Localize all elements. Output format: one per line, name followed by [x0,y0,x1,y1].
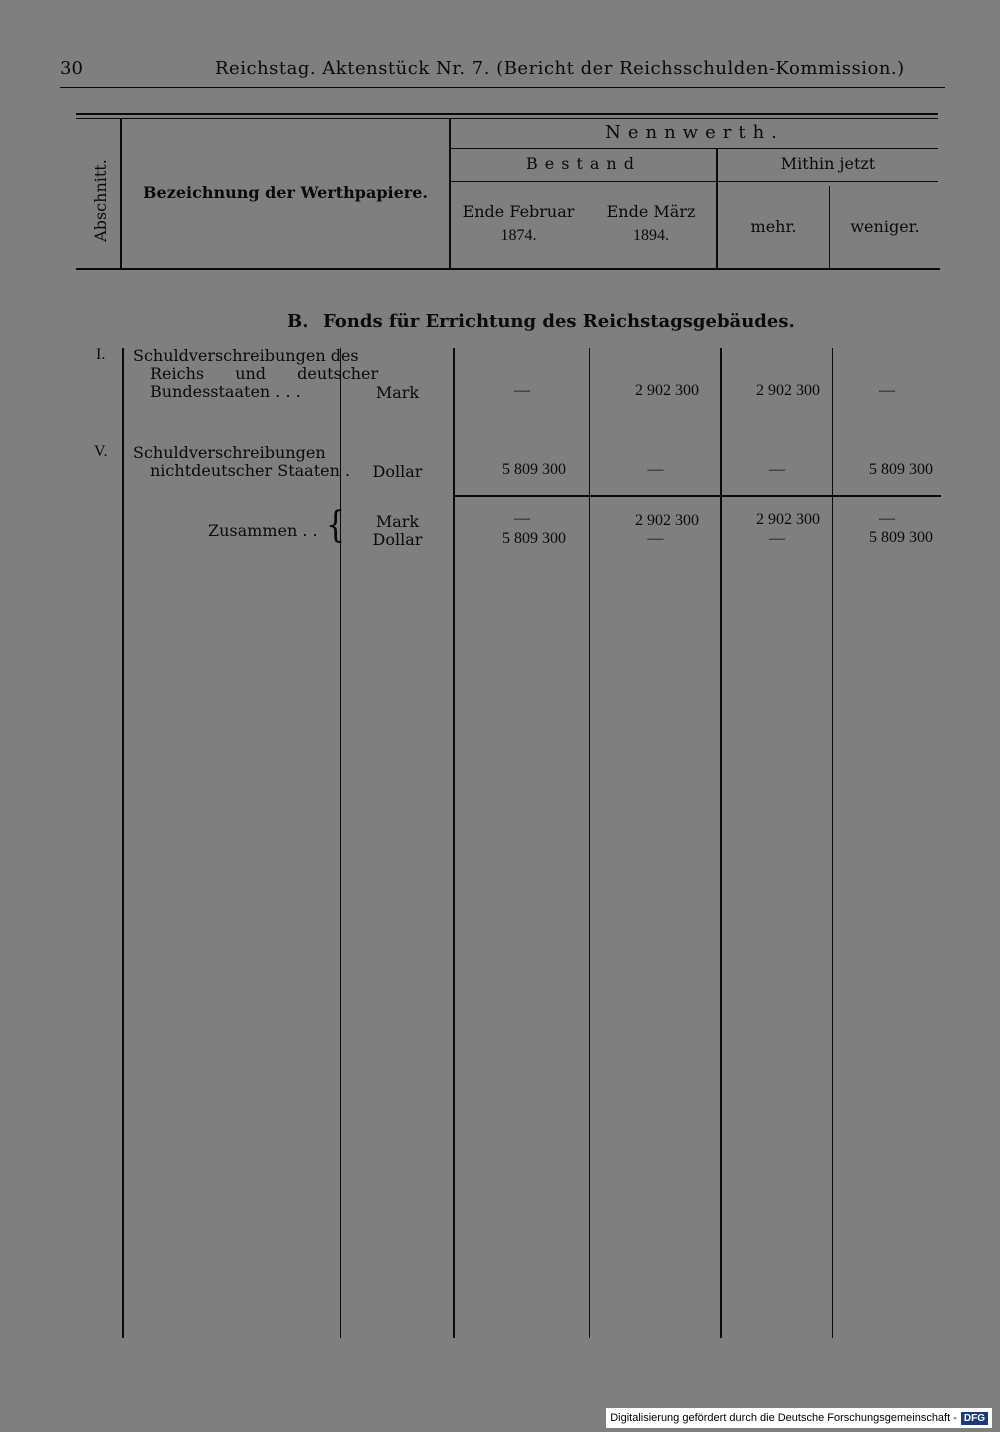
row-1-feb1874: — [514,382,530,399]
nennwerth-header: Nennwerth. [605,122,784,143]
totals-dollar-mar1894: — [647,530,664,547]
row-2-abschnitt: V. [94,443,108,460]
table-top-rule-thin [76,118,938,119]
totals-mark-weniger: — [879,510,895,527]
footer-text: Digitalisierung gefördert durch die Deutsche Forschungsgemeinschaft - [610,1412,957,1424]
row-1-abschnitt: I. [96,346,106,363]
table-top-rule [76,113,938,115]
nennwerth-underline [451,148,938,149]
ende-maerz-header: Ende März [606,202,696,221]
ende-februar-year: 1874. [500,227,537,244]
row-2-unit: Dollar [372,462,423,481]
section-title: Fonds für Errichtung des Reichstagsgebäudes. [323,311,795,332]
row-1-weniger: — [879,382,895,399]
bezeichnung-header: Bezeichnung der Werthpapiere. [143,183,428,202]
row-1-desc-line1: Schuldverschreibungen des [133,346,359,365]
header-rule [60,87,945,88]
totals-label: Zusammen . . [208,521,318,540]
digitization-footer [606,1408,992,1428]
page-number: 30 [60,58,83,79]
row-1-desc-line3: Bundesstaaten . . . [150,382,301,401]
row-2-mar1894: — [647,461,664,478]
running-title: Reichstag. Aktenstück Nr. 7. (Bericht der Reichsschulden-Kommission.) [215,58,905,79]
totals-rule [453,495,941,497]
row-2-mehr: — [769,461,785,478]
weniger-header: weniger. [850,217,920,236]
abschnitt-header: Abschnitt. [90,158,110,242]
bestand-header: Bestand [526,154,641,173]
ende-februar-header: Ende Februar [462,202,575,221]
mehr-header: mehr. [750,217,797,236]
dfg-logo: DFG [961,1412,988,1425]
row-1-unit: Mark [375,383,420,402]
body-col-line-1 [122,348,124,1338]
scan-top-edge [0,0,1000,14]
totals-dollar-feb1874: 5 809 300 [502,530,566,547]
row-1-mar1894: 2 902 300 [635,382,699,399]
totals-mark-feb1874: — [514,510,530,527]
totals-unit-mark: Mark [375,512,420,531]
row-2-feb1874: 5 809 300 [502,461,566,478]
totals-dollar-weniger: 5 809 300 [869,529,933,546]
totals-mark-mar1894: 2 902 300 [635,512,699,529]
row-1-mehr: 2 902 300 [756,382,820,399]
totals-dollar-mehr: — [769,530,785,547]
ende-maerz-year: 1894. [633,227,669,244]
totals-mark-mehr: 2 902 300 [756,511,820,528]
totals-unit-dollar: Dollar [372,530,423,549]
totals-brace: { [326,504,346,547]
row-2-weniger: 5 809 300 [869,461,933,478]
bestand-underline [451,181,938,182]
table-header-bottom-rule [76,268,940,270]
body-col-line-2 [340,348,341,1338]
row-2-desc-line1: Schuldverschreibungen [133,443,326,462]
mithin-jetzt-header: Mithin jetzt [780,154,876,173]
row-1-desc-line2: Reichs und deutscher [150,364,379,383]
row-2-desc-line2: nichtdeutscher Staaten . [150,461,351,480]
section-letter: B. [287,311,309,332]
